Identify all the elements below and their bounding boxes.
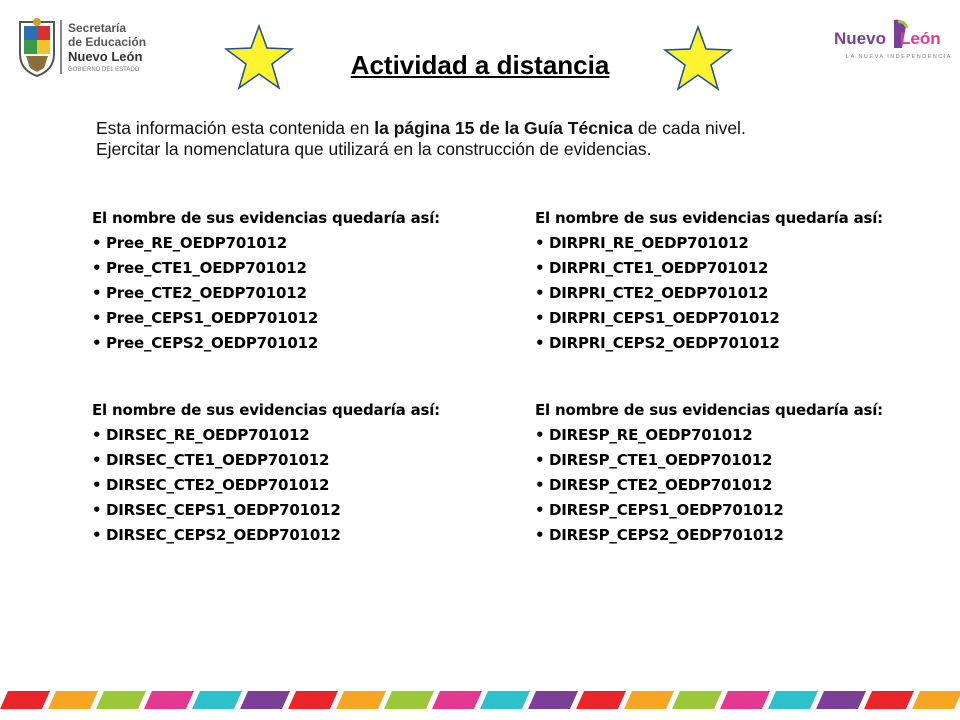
list-item: • DIRPRI_CTE1_OEDP701012	[535, 259, 769, 277]
list-item: • DIRSEC_CEPS2_OEDP701012	[92, 526, 341, 544]
evidence-block-diresp	[535, 398, 883, 548]
yellow-star-right-icon	[663, 25, 733, 91]
evidence-block-pree	[92, 206, 440, 356]
footer-stripe	[576, 691, 626, 709]
list-item: • DIRSEC_CTE1_OEDP701012	[92, 451, 330, 469]
secretaria-educacion-logo	[16, 16, 176, 78]
nuevo-leon-brand-logo	[832, 18, 952, 66]
footer-stripe	[864, 691, 914, 709]
list-item: • Pree_CTE2_OEDP701012	[92, 284, 307, 302]
footer-stripe	[96, 691, 146, 709]
logo-line2: de Educación	[68, 35, 147, 49]
footer-stripe	[336, 691, 386, 709]
evidence-block-dirsec	[92, 398, 440, 548]
footer-stripe	[144, 691, 194, 709]
list-item: • Pree_CEPS2_OEDP701012	[92, 334, 319, 352]
list-item: • DIRESP_CEPS2_OEDP701012	[535, 526, 784, 544]
footer-stripe	[528, 691, 578, 709]
block-heading: El nombre de sus evidencias quedaría así:	[535, 209, 883, 227]
list-item: • Pree_CEPS1_OEDP701012	[92, 309, 319, 327]
footer-stripe	[912, 691, 960, 709]
yellow-star-left-icon	[224, 24, 294, 90]
logo-line4: GOBIERNO DEL ESTADO	[68, 67, 140, 73]
brand-word1: Nuevo	[834, 29, 886, 48]
footer-stripe	[720, 691, 770, 709]
footer-stripe	[624, 691, 674, 709]
footer-stripe	[384, 691, 434, 709]
block-heading: El nombre de sus evidencias quedaría así:	[92, 209, 440, 227]
intro-line1: Esta información esta contenida en la página 15 de la Guía Técnica de cada nivel.	[96, 118, 746, 138]
footer-stripe	[768, 691, 818, 709]
list-item: • DIRPRI_CEPS1_OEDP701012	[535, 309, 780, 327]
footer-stripe	[0, 691, 50, 709]
footer-stripe	[672, 691, 722, 709]
brand-word2: León	[900, 29, 941, 48]
block-heading: El nombre de sus evidencias quedaría así:	[92, 401, 440, 419]
list-item: • DIRESP_RE_OEDP701012	[535, 426, 753, 444]
evidence-block-dirpri	[535, 206, 883, 356]
list-item: • DIRPRI_RE_OEDP701012	[535, 234, 749, 252]
footer-color-stripes	[0, 689, 960, 711]
brand-tagline: LA NUEVA INDEPENDENCIA	[846, 54, 952, 60]
footer-stripe	[240, 691, 290, 709]
footer-stripe	[48, 691, 98, 709]
logo-line3: Nuevo León	[68, 49, 143, 64]
list-item: • DIRESP_CTE1_OEDP701012	[535, 451, 773, 469]
footer-stripe	[192, 691, 242, 709]
footer-stripe	[288, 691, 338, 709]
page-title: Actividad a distancia	[350, 50, 610, 80]
list-item: • DIRSEC_RE_OEDP701012	[92, 426, 310, 444]
nuevo-leon-coat-of-arms-icon	[20, 18, 54, 76]
block-heading: El nombre de sus evidencias quedaría así:	[535, 401, 883, 419]
list-item: • DIRESP_CEPS1_OEDP701012	[535, 501, 784, 519]
list-item: • Pree_CTE1_OEDP701012	[92, 259, 307, 277]
list-item: • DIRESP_CTE2_OEDP701012	[535, 476, 773, 494]
list-item: • DIRPRI_CEPS2_OEDP701012	[535, 334, 780, 352]
footer-stripe	[432, 691, 482, 709]
list-item: • DIRSEC_CEPS1_OEDP701012	[92, 501, 341, 519]
footer-stripe	[480, 691, 530, 709]
list-item: • DIRPRI_CTE2_OEDP701012	[535, 284, 769, 302]
intro-line2: Ejercitar la nomenclatura que utilizará en la construcción de evidencias.	[96, 139, 652, 159]
footer-stripe	[816, 691, 866, 709]
intro-text	[96, 118, 916, 160]
list-item: • DIRSEC_CTE2_OEDP701012	[92, 476, 330, 494]
list-item: • Pree_RE_OEDP701012	[92, 234, 287, 252]
logo-line1: Secretaría	[68, 21, 127, 35]
